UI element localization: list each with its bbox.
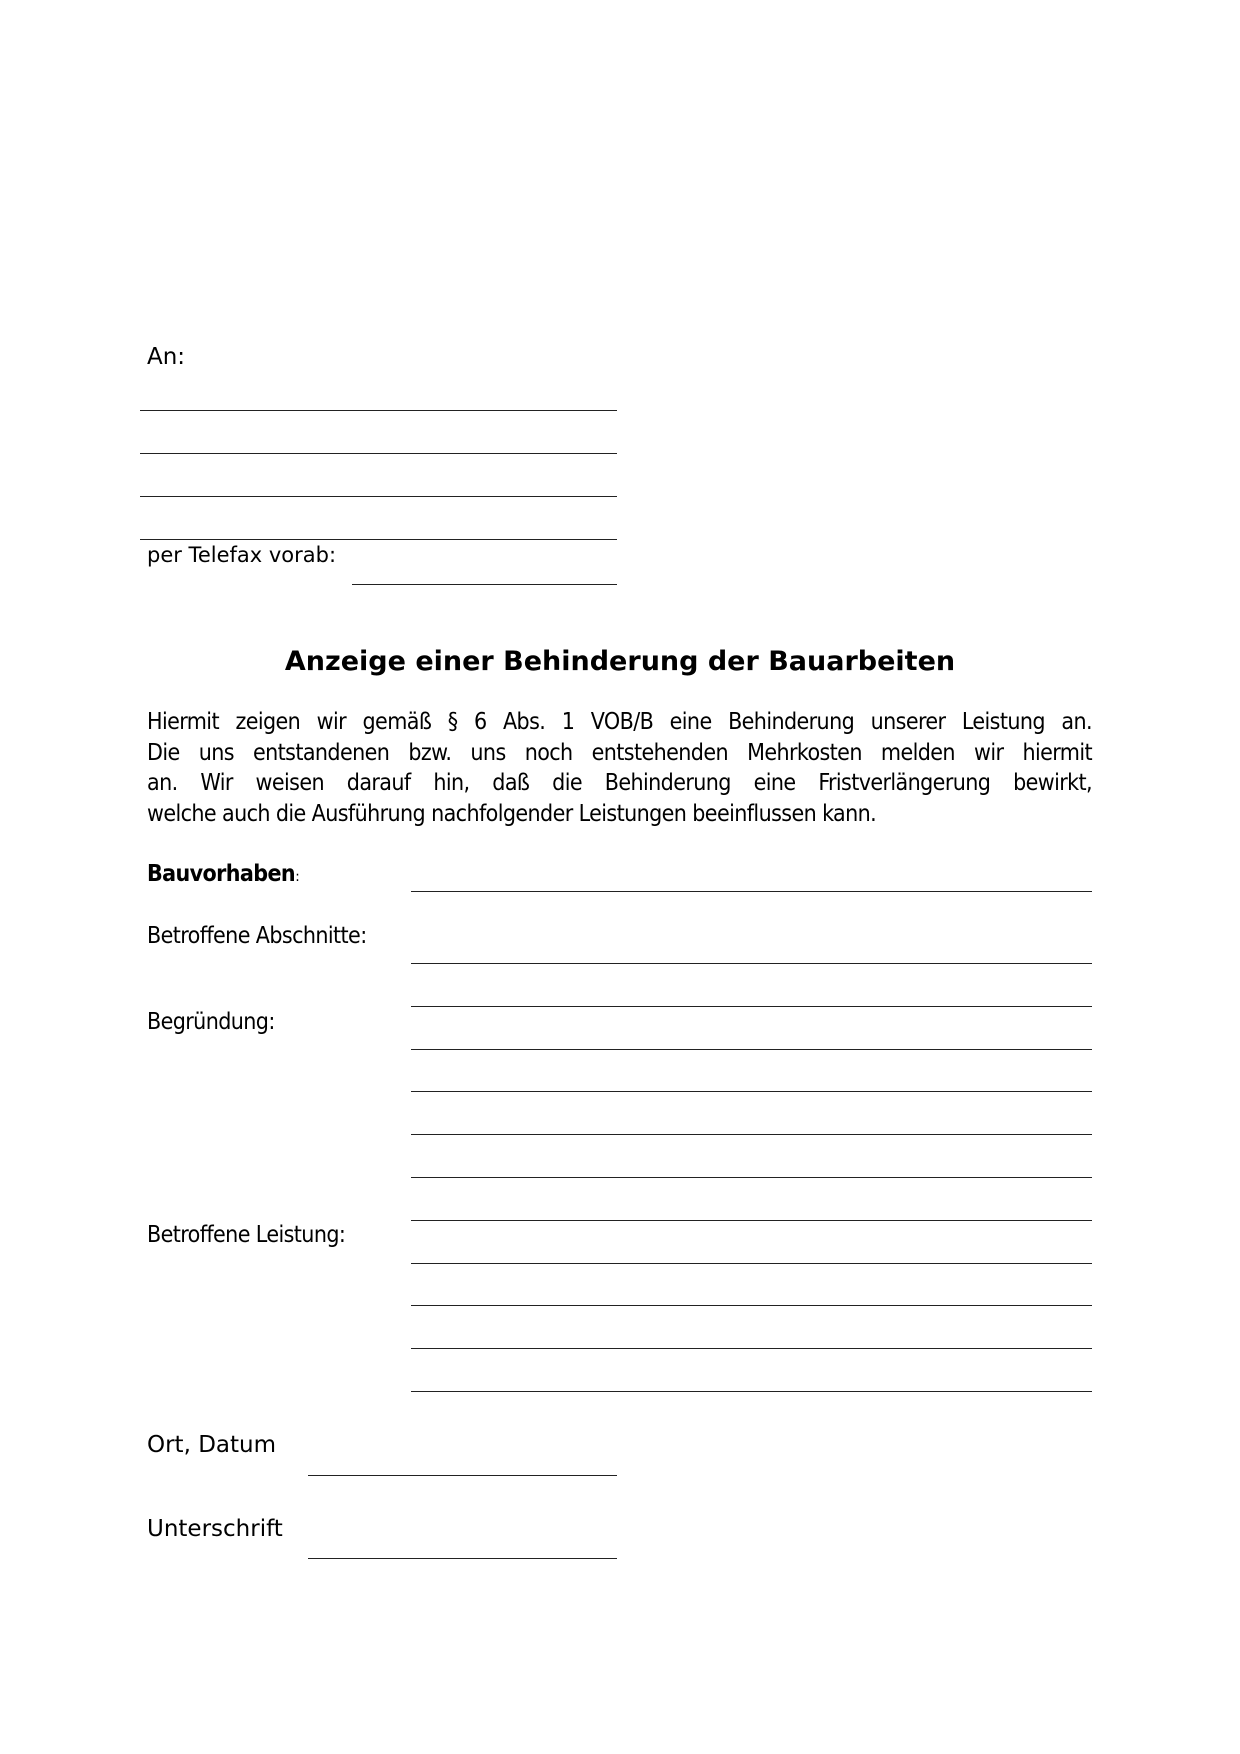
place-date-label: Ort, Datum [147,1432,277,1458]
begruendung-label: Begründung: [147,1009,275,1035]
begruendung-line-5[interactable] [411,1220,1092,1221]
body-paragraph [147,707,1092,829]
recipient-address-line-3[interactable] [140,496,617,497]
fax-number-line[interactable] [352,584,617,585]
leistung-line-3[interactable] [411,1348,1092,1349]
bauvorhaben-label: Bauvorhaben [147,861,296,887]
leistung-label: Betroffene Leistung: [147,1222,346,1248]
begruendung-line-2[interactable] [411,1091,1092,1092]
recipient-address-line-2[interactable] [140,453,617,454]
begruendung-line-1[interactable] [411,1049,1092,1050]
abschnitte-label: Betroffene Abschnitte: [147,923,367,949]
bauvorhaben-colon: : [295,869,300,885]
recipient-address-line-4[interactable] [140,539,617,540]
bauvorhaben-label-group [147,860,300,891]
begruendung-line-3[interactable] [411,1134,1092,1135]
leistung-line-2[interactable] [411,1305,1092,1306]
leistung-line-1[interactable] [411,1263,1092,1264]
recipient-address-line-1[interactable] [140,410,617,411]
abschnitte-line-2[interactable] [411,1006,1092,1007]
signature-line[interactable] [308,1558,617,1559]
begruendung-line-4[interactable] [411,1177,1092,1178]
body-line-2: Die uns entstandenen bzw. uns noch entstehenden Mehrkosten melden wir hiermit [147,739,1092,766]
fax-label: per Telefax vorab: [147,543,337,567]
signature-label: Unterschrift [147,1516,283,1542]
document-title: Anzeige einer Behinderung der Bauarbeiten [284,646,956,677]
place-date-line[interactable] [308,1475,617,1476]
recipient-label: An: [147,344,186,370]
body-line-3: an. Wir weisen darauf hin, daß die Behinderung eine Fristverlängerung bewirkt, [147,770,1092,796]
bauvorhaben-line[interactable] [411,891,1092,892]
body-line-4: welche auch die Ausführung nachfolgender Leistungen beeinflussen kann. [147,800,877,827]
body-line-1: Hiermit zeigen wir gemäß § 6 Abs. 1 VOB/B eine Behinderung unserer Leistung an. [147,709,1092,735]
leistung-line-4[interactable] [411,1391,1092,1392]
abschnitte-line-1[interactable] [411,963,1092,964]
